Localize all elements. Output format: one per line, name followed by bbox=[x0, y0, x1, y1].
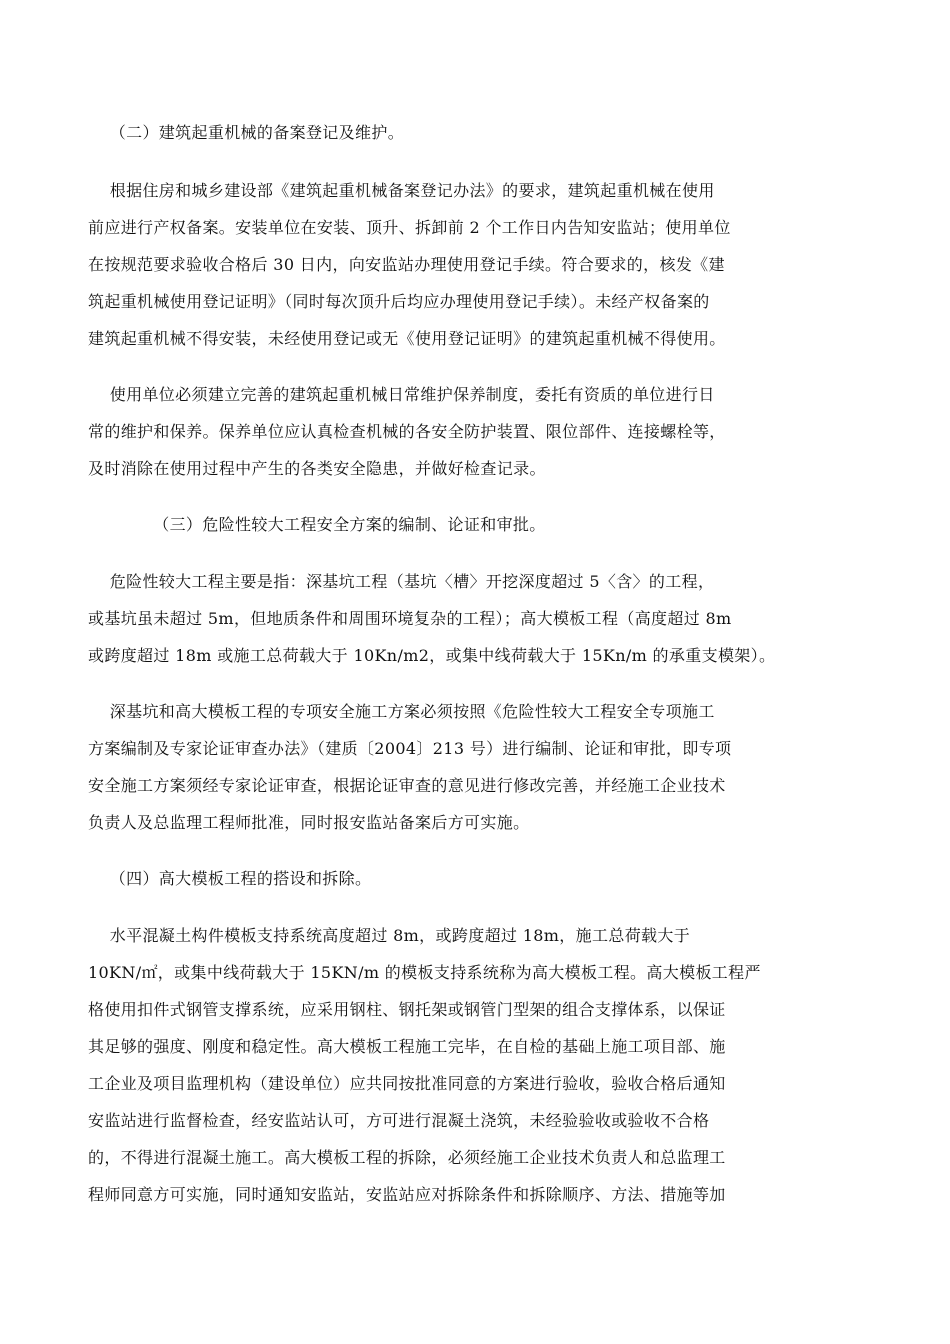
text-line: 前应进行产权备案。安装单位在安装、顶升、拆卸前 2 个工作日内告知安监站；使用单位 bbox=[88, 218, 731, 237]
text-line: 方案编制及专家论证审查办法》（建质〔2004〕213 号）进行编制、论证和审批，即专项 bbox=[88, 739, 732, 758]
text-line: 根据住房和城乡建设部《建筑起重机械备案登记办法》的要求，建筑起重机械在使用 bbox=[88, 181, 715, 200]
text-line: 安监站进行监督检查，经安监站认可，方可进行混凝土浇筑，未经验验收或验收不合格 bbox=[88, 1111, 710, 1130]
text-line: 格使用扣件式钢管支撑系统，应采用钢柱、钢托架或钢管门型架的组合支撑体系，以保证 bbox=[88, 1000, 726, 1019]
text-line: 筑起重机械使用登记证明》（同时每次顶升后均应办理使用登记手续）。未经产权备案的 bbox=[88, 292, 710, 311]
heading-section-3: （三）危险性较大工程安全方案的编制、论证和审批。 bbox=[88, 515, 546, 534]
text-line: 或基坑虽未超过 5m，但地质条件和周围环境复杂的工程）；高大模板工程（高度超过 8m bbox=[88, 609, 732, 628]
text-line: 使用单位必须建立完善的建筑起重机械日常维护保养制度，委托有资质的单位进行日 bbox=[88, 385, 715, 404]
text-line: 的，不得进行混凝土施工。高大模板工程的拆除，必须经施工企业技术负责人和总监理工 bbox=[88, 1148, 726, 1167]
heading-section-4: （四）高大模板工程的搭设和拆除。 bbox=[88, 869, 372, 888]
heading-section-2: （二）建筑起重机械的备案登记及维护。 bbox=[88, 123, 405, 142]
text-line: 工企业及项目监理机构（建设单位）应共同按批准同意的方案进行验收，验收合格后通知 bbox=[88, 1074, 726, 1093]
text-line: 危险性较大工程主要是指：深基坑工程（基坑〈槽〉开挖深度超过 5〈含〉的工程， bbox=[88, 572, 715, 591]
text-line: 10KN/㎡，或集中线荷载大于 15KN/m 的模板支持系统称为高大模板工程。高大模板工程严 bbox=[88, 963, 761, 982]
text-line: 在按规范要求验收合格后 30 日内，向安监站办理使用登记手续。符合要求的，核发《建 bbox=[88, 255, 725, 274]
text-line: 水平混凝土构件模板支持系统高度超过 8m，或跨度超过 18m，施工总荷载大于 bbox=[88, 926, 691, 945]
text-line: 其足够的强度、刚度和稳定性。高大模板工程施工完毕，在自检的基础上施工项目部、施 bbox=[88, 1037, 726, 1056]
text-line: 建筑起重机械不得安装，未经使用登记或无《使用登记证明》的建筑起重机械不得使用。 bbox=[88, 329, 726, 348]
text-line: 安全施工方案须经专家论证审查，根据论证审查的意见进行修改完善，并经施工企业技术 bbox=[88, 776, 726, 795]
text-line: 负责人及总监理工程师批准，同时报安监站备案后方可实施。 bbox=[88, 813, 530, 832]
text-line: 深基坑和高大模板工程的专项安全施工方案必须按照《危险性较大工程安全专项施工 bbox=[88, 702, 715, 721]
text-line: 或跨度超过 18m 或施工总荷载大于 10Kn/m2，或集中线荷载大于 15Kn/m 的承重支模架）。 bbox=[88, 646, 776, 665]
text-line: 及时消除在使用过程中产生的各类安全隐患，并做好检查记录。 bbox=[88, 459, 546, 478]
text-line: 常的维护和保养。保养单位应认真检查机械的各安全防护装置、限位部件、连接螺栓等， bbox=[88, 422, 726, 441]
text-line: 程师同意方可实施，同时通知安监站，安监站应对拆除条件和拆除顺序、方法、措施等加 bbox=[88, 1185, 726, 1204]
